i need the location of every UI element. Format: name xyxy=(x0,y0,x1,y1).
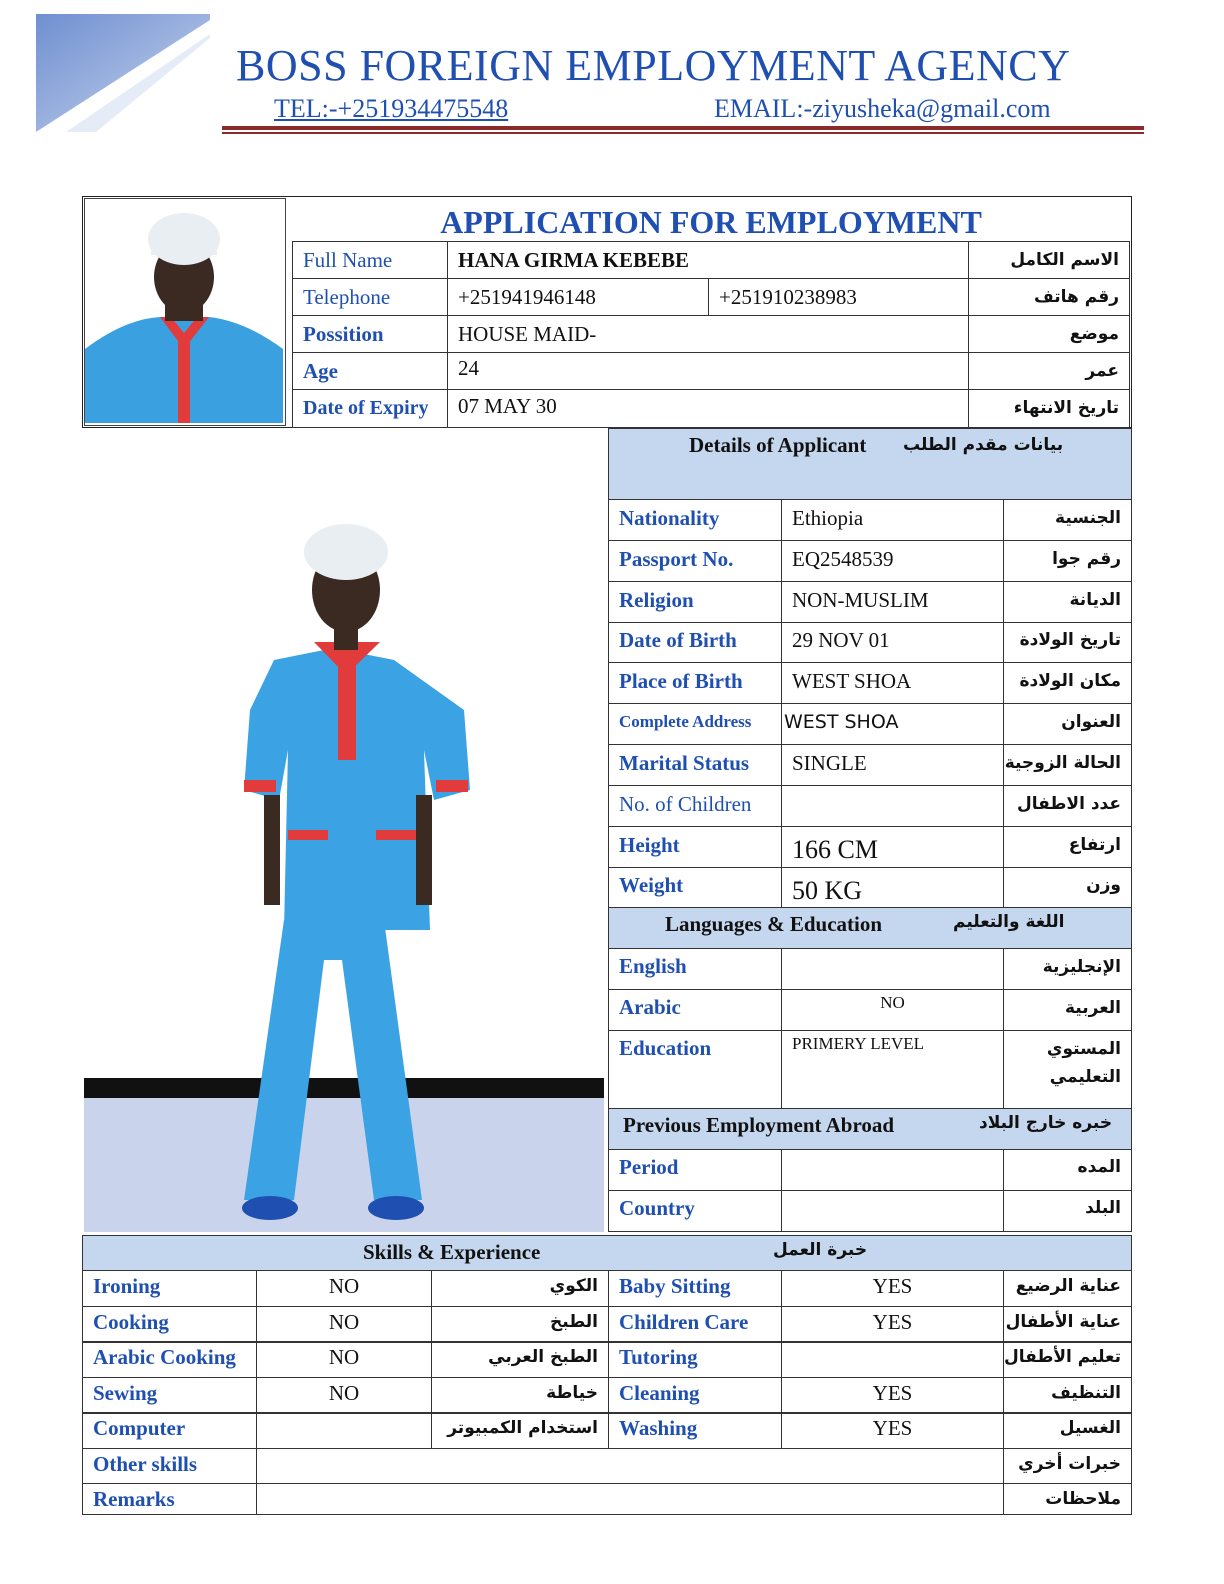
languages-header-ar: اللغة والتعليم xyxy=(953,912,1065,932)
skill-value: YES xyxy=(781,1412,1004,1449)
details-value: 50 KG xyxy=(781,867,1004,908)
previous-header xyxy=(608,1108,1132,1150)
details-label: Passport No. xyxy=(619,547,734,571)
details-value: EQ2548539 xyxy=(781,540,1004,582)
language-label: Arabic xyxy=(619,995,681,1019)
other-skills-label: Other skills xyxy=(93,1452,198,1476)
language-row-label-cell xyxy=(608,1030,782,1110)
skill-ar: الطبخ العربي xyxy=(431,1341,609,1378)
applicant-full-body-photo xyxy=(84,460,604,1232)
language-ar: العربية xyxy=(1003,989,1132,1031)
language-label: Education xyxy=(619,1036,712,1060)
language-value: NO xyxy=(781,989,1004,1031)
details-row-label-cell xyxy=(608,581,782,623)
skill-label-cell xyxy=(82,1270,257,1307)
skill-label-cell xyxy=(82,1341,257,1378)
details-row-label-cell xyxy=(608,703,782,745)
agency-logo xyxy=(36,14,210,132)
agency-name: BOSS FOREIGN EMPLOYMENT AGENCY xyxy=(236,41,1071,90)
details-row-label-cell xyxy=(608,867,782,908)
full-name-value: HANA GIRMA KEBEBE xyxy=(447,241,969,279)
skill-label-cell-2 xyxy=(608,1412,782,1449)
remarks-ar: ملاحظات xyxy=(1003,1483,1132,1515)
skill-ar: عناية الأطفال xyxy=(1003,1306,1132,1343)
language-row-label-cell xyxy=(608,989,782,1031)
skill-value: YES xyxy=(781,1270,1004,1307)
agency-telephone[interactable]: TEL:-+251934475548 xyxy=(274,94,509,123)
full-name-label: Full Name xyxy=(303,248,393,272)
telephone-value-2: +251910238983 xyxy=(708,278,969,316)
previous-row-label-cell xyxy=(608,1190,782,1232)
details-label: Marital Status xyxy=(619,751,750,775)
previous-value xyxy=(781,1149,1004,1191)
skill-label: Baby Sitting xyxy=(619,1274,731,1298)
language-value xyxy=(781,948,1004,990)
skill-label: Tutoring xyxy=(619,1345,698,1369)
header-rule xyxy=(222,126,1144,130)
details-value: WEST SHOA xyxy=(781,662,1004,704)
details-ar: العنوان xyxy=(1003,703,1132,745)
details-label: Weight xyxy=(619,873,684,897)
skill-value xyxy=(256,1412,432,1449)
position-value: HOUSE MAID- xyxy=(447,315,969,353)
telephone-value-1: +251941946148 xyxy=(447,278,709,316)
previous-label: Country xyxy=(619,1196,695,1220)
skill-value: NO xyxy=(256,1270,432,1307)
language-label: English xyxy=(619,954,687,978)
details-ar: عدد الاطفال xyxy=(1003,785,1132,827)
skill-label: Children Care xyxy=(619,1310,749,1334)
skill-label: Cleaning xyxy=(619,1381,700,1405)
language-ar: الإنجليزية xyxy=(1003,948,1132,990)
applicant-portrait-photo xyxy=(84,198,286,426)
details-value: WEST SHOA xyxy=(781,703,1004,745)
details-label: Place of Birth xyxy=(619,669,743,693)
details-header xyxy=(608,428,1132,500)
details-ar: الحالة الزوجية xyxy=(1003,744,1132,786)
age-value: 24 xyxy=(447,352,969,390)
details-row-label-cell xyxy=(608,540,782,582)
header-rule-thin xyxy=(222,132,1144,134)
details-header-ar: بيانات مقدم الطلب xyxy=(903,435,1064,455)
skill-ar: خياطة xyxy=(431,1377,609,1414)
details-row-label-cell xyxy=(608,744,782,786)
skill-label: Computer xyxy=(93,1416,186,1440)
skills-header-en: Skills & Experience xyxy=(363,1240,541,1264)
skill-label-cell-2 xyxy=(608,1270,782,1307)
details-row-label-cell xyxy=(608,826,782,868)
age-ar: عمر xyxy=(968,352,1130,390)
previous-label: Period xyxy=(619,1155,679,1179)
skill-label-cell xyxy=(82,1412,257,1449)
skill-label: Sewing xyxy=(93,1381,158,1405)
skill-ar: الكوي xyxy=(431,1270,609,1307)
remarks-label: Remarks xyxy=(93,1487,175,1511)
details-value: 166 CM xyxy=(781,826,1004,868)
telephone-label: Telephone xyxy=(303,285,391,309)
skill-label: Ironing xyxy=(93,1274,161,1298)
details-label: Height xyxy=(619,833,680,857)
skill-value: NO xyxy=(256,1341,432,1378)
details-value: 29 NOV 01 xyxy=(781,622,1004,663)
languages-header-en: Languages & Education xyxy=(665,912,883,936)
expiry-label: Date of Expiry xyxy=(303,397,429,419)
previous-header-en: Previous Employment Abroad xyxy=(623,1113,895,1137)
skill-value: YES xyxy=(781,1377,1004,1414)
details-header-en: Details of Applicant xyxy=(689,433,867,457)
skill-ar: استخدام الكمبيوتر xyxy=(431,1412,609,1449)
telephone-ar: رقم هاتف xyxy=(968,278,1130,316)
details-ar: مكان الولادة xyxy=(1003,662,1132,704)
expiry-ar: تاريخ الانتهاء xyxy=(968,389,1130,428)
details-value xyxy=(781,785,1004,827)
language-ar: المستوي التعليمي xyxy=(1003,1030,1132,1110)
skills-header xyxy=(82,1235,1132,1271)
skill-value: NO xyxy=(256,1306,432,1343)
skill-label-cell-2 xyxy=(608,1306,782,1343)
skill-ar: الغسيل xyxy=(1003,1412,1132,1449)
skill-label: Cooking xyxy=(93,1310,169,1334)
details-value: NON-MUSLIM xyxy=(781,581,1004,623)
languages-header xyxy=(608,907,1132,949)
language-value: PRIMERY LEVEL xyxy=(781,1030,1004,1110)
position-ar: موضع xyxy=(968,315,1130,353)
skill-label-cell-2 xyxy=(608,1341,782,1378)
skill-ar: عناية الرضيع xyxy=(1003,1270,1132,1307)
skill-value: NO xyxy=(256,1377,432,1414)
skill-label: Washing xyxy=(619,1416,698,1440)
skill-label: Arabic Cooking xyxy=(93,1345,236,1369)
details-label: No. of Children xyxy=(619,792,752,816)
expiry-value: 07 MAY 30 xyxy=(447,389,969,428)
language-row-label-cell xyxy=(608,948,782,990)
skill-ar: التنظيف xyxy=(1003,1377,1132,1414)
form-title: APPLICATION FOR EMPLOYMENT xyxy=(440,204,982,240)
details-label: Date of Birth xyxy=(619,628,737,652)
remarks-value xyxy=(256,1483,1004,1515)
details-label: Complete Address xyxy=(619,712,752,731)
full-name-ar: الاسم الكامل xyxy=(968,241,1130,279)
skill-ar: الطبخ xyxy=(431,1306,609,1343)
skill-label-cell xyxy=(82,1306,257,1343)
details-label: Religion xyxy=(619,588,694,612)
details-ar: رقم جوا xyxy=(1003,540,1132,582)
skill-label-cell-2 xyxy=(608,1377,782,1414)
other-skills-ar: خبرات أخري xyxy=(1003,1448,1132,1484)
details-ar: الجنسية xyxy=(1003,499,1132,541)
skill-label-cell xyxy=(82,1377,257,1414)
previous-ar: البلد xyxy=(1003,1190,1132,1232)
details-ar: تاريخ الولادة xyxy=(1003,622,1132,663)
details-row-label-cell xyxy=(608,499,782,541)
skill-value: YES xyxy=(781,1306,1004,1343)
skill-value xyxy=(781,1341,1004,1378)
details-ar: الديانة xyxy=(1003,581,1132,623)
details-value: SINGLE xyxy=(781,744,1004,786)
agency-email: EMAIL:-ziyusheka@gmail.com xyxy=(714,94,1051,123)
skills-header-ar: خبرة العمل xyxy=(773,1240,868,1260)
previous-value xyxy=(781,1190,1004,1232)
details-row-label-cell xyxy=(608,662,782,704)
previous-row-label-cell xyxy=(608,1149,782,1191)
details-ar: وزن xyxy=(1003,867,1132,908)
position-label: Possition xyxy=(303,322,384,346)
details-value: Ethiopia xyxy=(781,499,1004,541)
previous-header-ar: خبره خارج البلاد xyxy=(979,1113,1113,1133)
other-skills-value xyxy=(256,1448,1004,1484)
age-label: Age xyxy=(303,359,338,383)
details-row-label-cell xyxy=(608,622,782,663)
previous-ar: المده xyxy=(1003,1149,1132,1191)
skill-ar: تعليم الأطفال xyxy=(1003,1341,1132,1378)
details-label: Nationality xyxy=(619,506,720,530)
details-row-label-cell xyxy=(608,785,782,827)
details-ar: ارتفاع xyxy=(1003,826,1132,868)
